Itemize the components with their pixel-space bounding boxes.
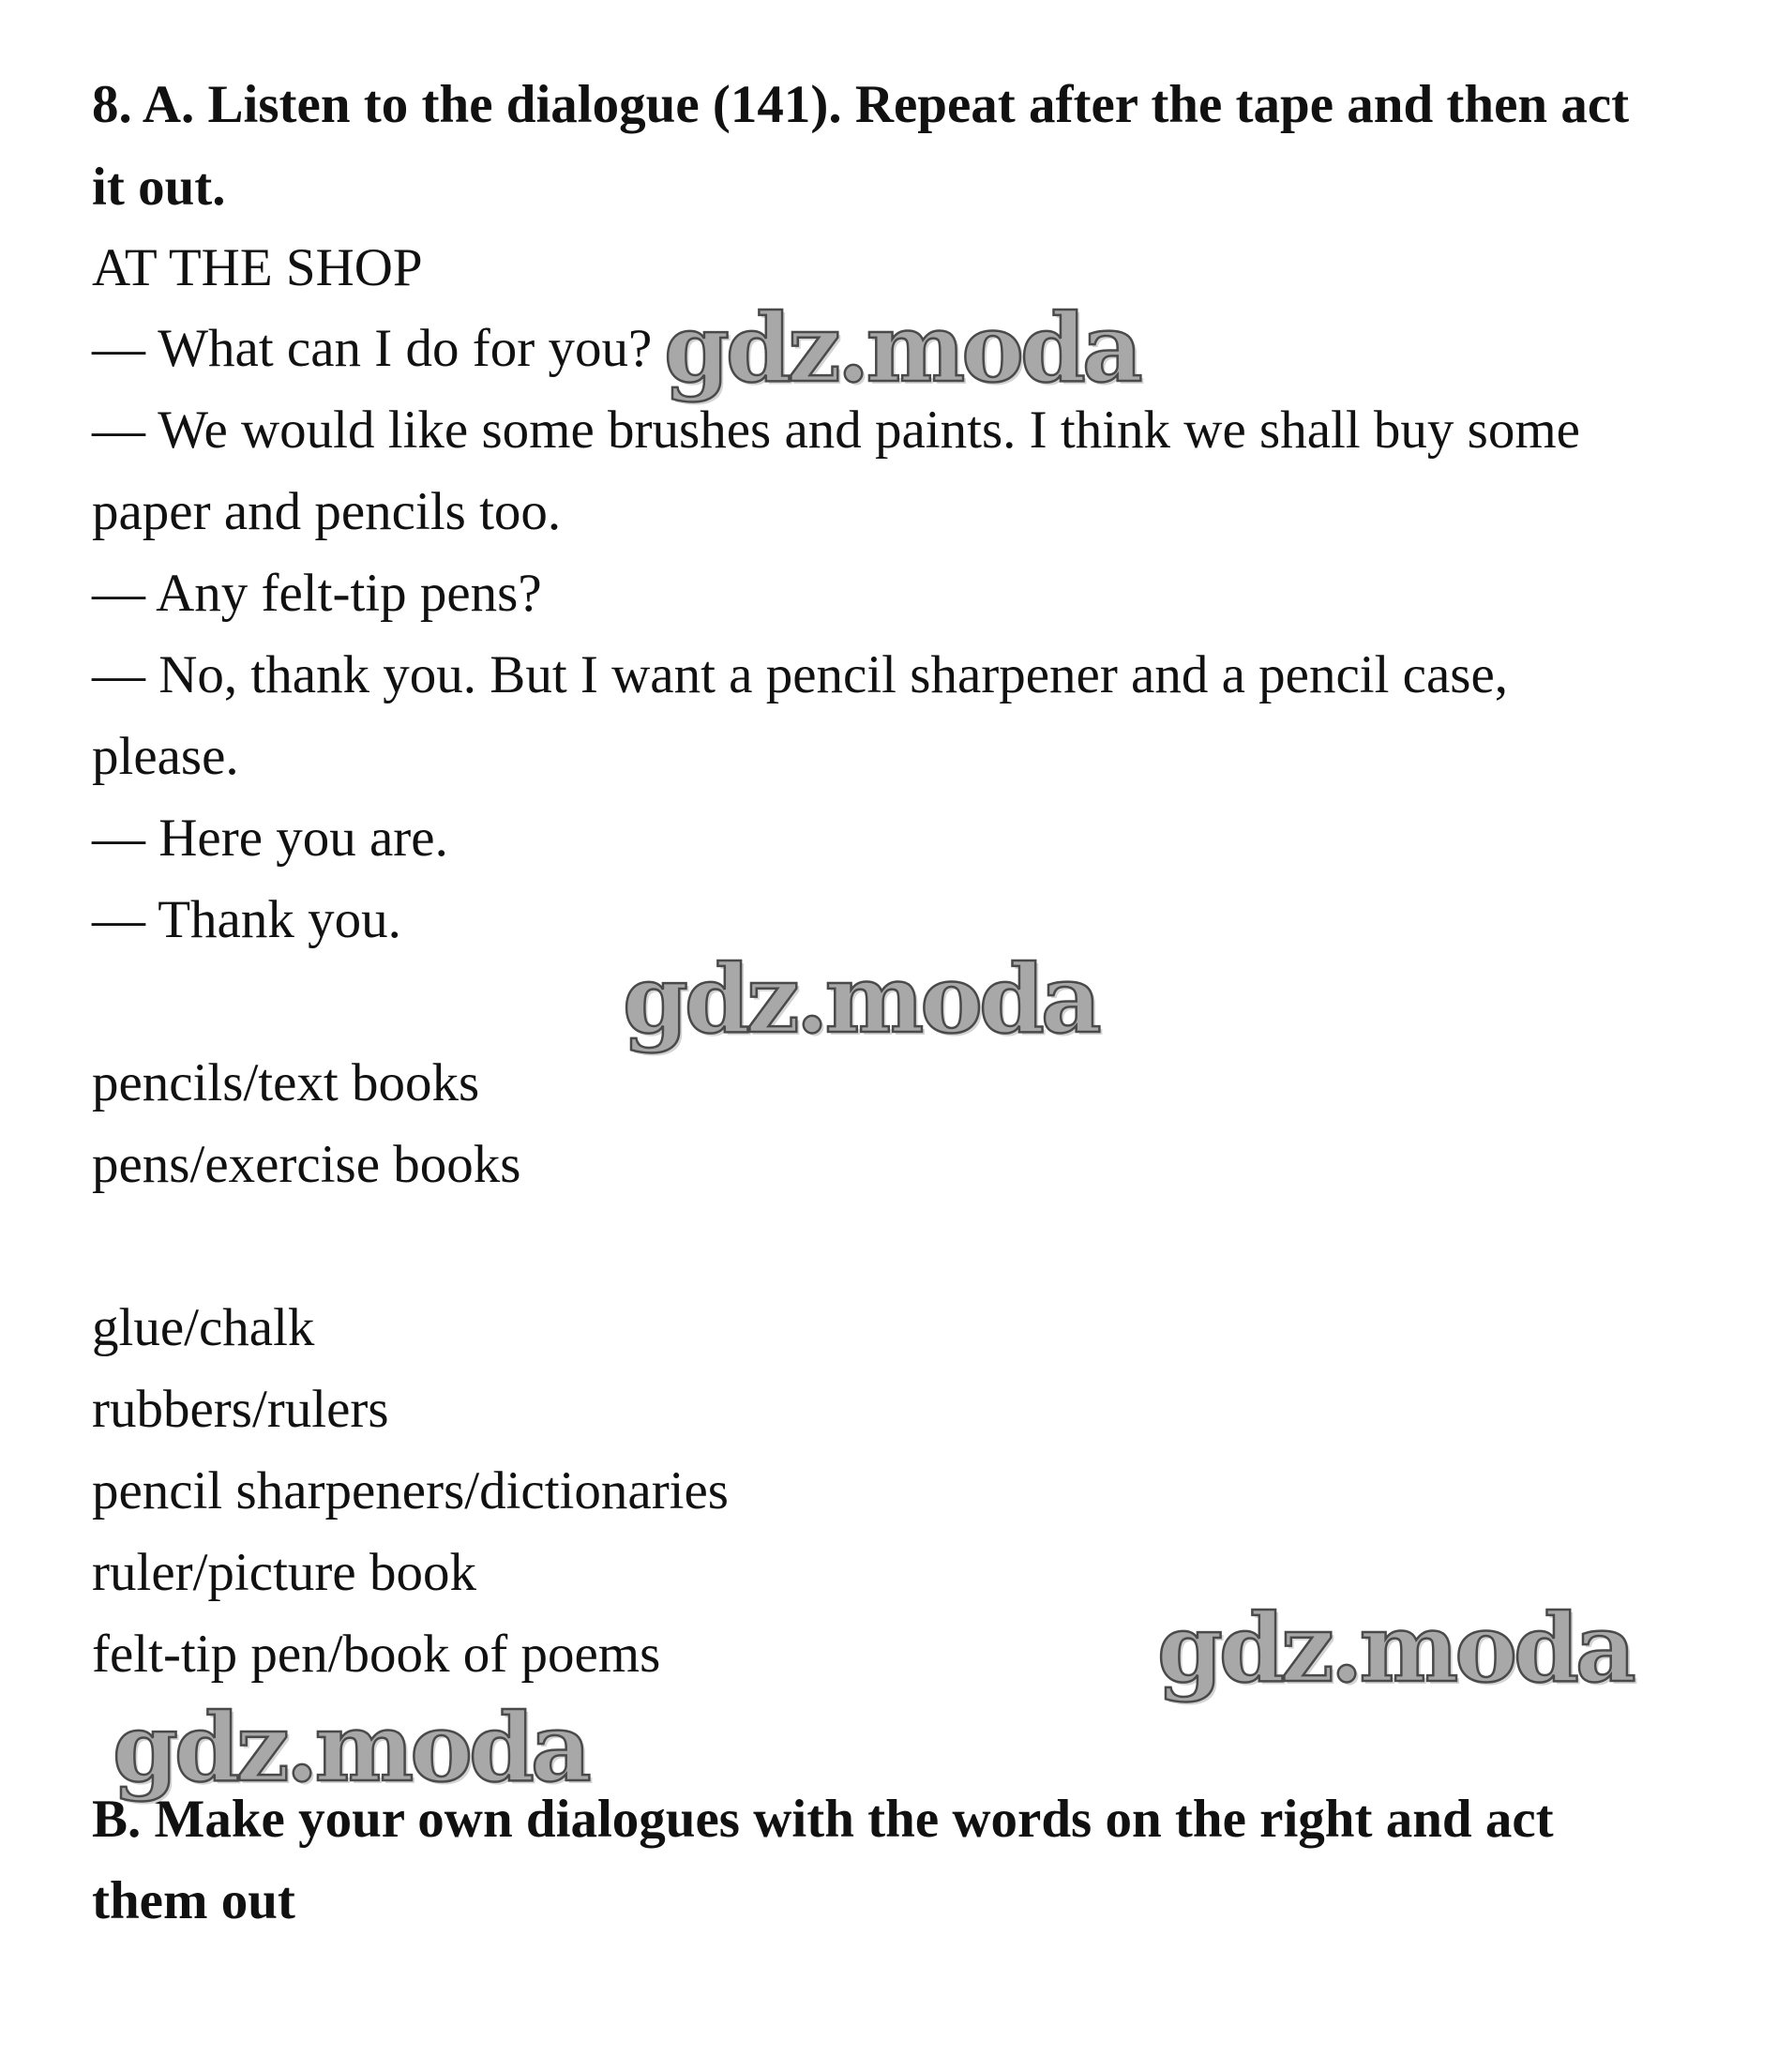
word-list-item: pencils/text books	[92, 1053, 480, 1112]
dialogue-line: paper and pencils too.	[92, 482, 562, 541]
word-list-item: felt-tip pen/book of poems	[92, 1625, 661, 1684]
dialogue-line: — Any felt-tip pens?	[92, 564, 542, 623]
watermark-logo: gdz.moda	[113, 1692, 588, 1803]
word-list-item: ruler/picture book	[92, 1543, 476, 1602]
dialogue-line: — What can I do for you?	[92, 319, 653, 378]
part-b-heading: B. Make your own dialogues with the words on the right and act	[92, 1790, 1554, 1849]
word-list-item: rubbers/rulers	[92, 1380, 389, 1439]
dialogue-line: — Thank you.	[92, 890, 401, 949]
watermark-logo: gdz.moda	[1157, 1593, 1633, 1703]
task-heading-continued: it out.	[92, 158, 226, 217]
task-heading: 8. A. Listen to the dialogue (141). Repeat after the tape and then act	[92, 75, 1630, 134]
watermark-logo: gdz.moda	[623, 944, 1098, 1054]
dialogue-title: AT THE SHOP	[92, 238, 423, 297]
dialogue-line: — Here you are.	[92, 809, 448, 868]
word-list-item: pens/exercise books	[92, 1135, 521, 1194]
dialogue-line: — No, thank you. But I want a pencil sharpener and a pencil case,	[92, 645, 1508, 704]
watermark-logo: gdz.moda	[664, 293, 1139, 403]
dialogue-line: — We would like some brushes and paints. I think we shall buy some	[92, 401, 1580, 460]
dialogue-line: please.	[92, 727, 239, 786]
word-list-item: pencil sharpeners/dictionaries	[92, 1461, 729, 1520]
part-b-heading-continued: them out	[92, 1871, 295, 1930]
word-list-item: glue/chalk	[92, 1298, 315, 1357]
